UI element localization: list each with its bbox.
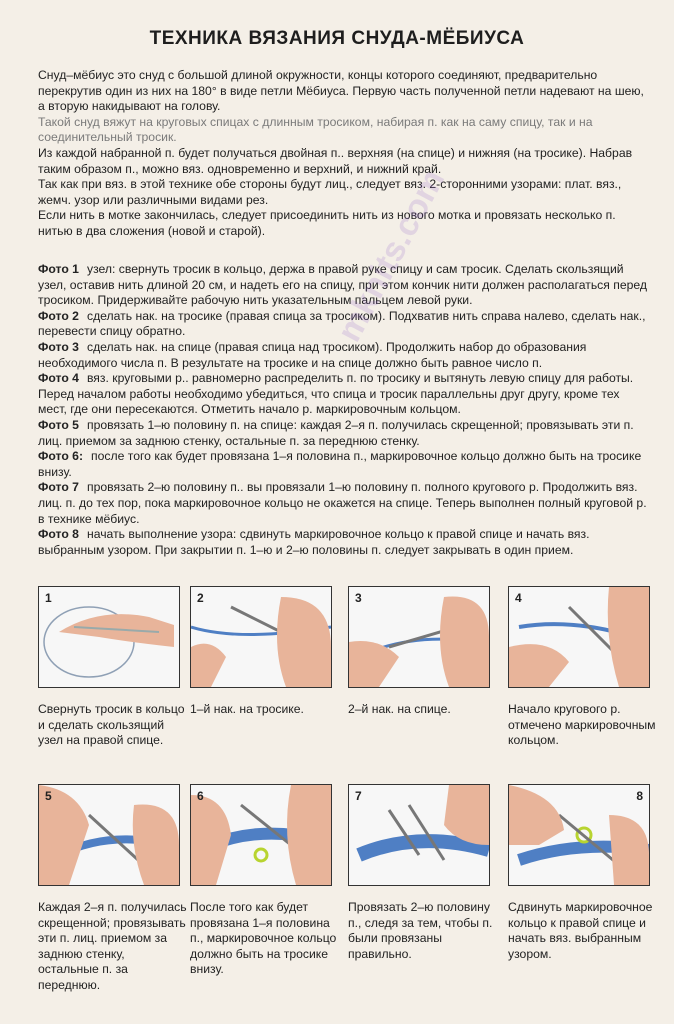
- step-item: [38, 371, 650, 418]
- intro-paragraph: Так как при вяз. в этой технике обе стороны будут лиц., следует вяз. 2-сторонними узорами: плат. вяз., жемч. узор или различными видами рез.: [38, 177, 622, 207]
- photo-number: 6: [197, 789, 204, 803]
- photo-number: 8: [636, 789, 643, 803]
- intro-paragraph: Если нить в мотке закончилась, следует присоединить нить из нового мотка и провязать несколько п. нитью в два сложения (новой и старой).: [38, 208, 616, 238]
- photo-caption: Каждая 2–я п. получилась скрещенной; провязывать эти п. лиц. приемом за заднюю стенку, остальные п. за переднюю.: [38, 900, 187, 992]
- hands-knitting-illustration: [191, 587, 331, 687]
- hands-knitting-illustration: [509, 785, 649, 885]
- step-label: Фото 2: [38, 308, 79, 323]
- photo-8: [508, 784, 650, 886]
- step-item: [38, 480, 650, 527]
- intro-paragraph: Такой снуд вяжут на круговых спицах с длинным тросиком, набирая п. как на саму спицу, так и на соединительный тросик.: [38, 114, 593, 145]
- step-label: Фото 3: [38, 339, 79, 354]
- intro-paragraph: Снуд–мёбиус это снуд с большой длиной окружности, концы которого соединяют, предварительно перекрутив один из них на 180° в виде петли Мёбиуса. Первую часть полученной петли надевают на шею, а вторую накидывают на голову.: [38, 68, 644, 114]
- hands-knitting-illustration: [39, 587, 179, 687]
- step-label: Фото 4: [38, 371, 79, 386]
- photo-caption: После того как будет провязана 1–я половина п., маркировочное кольцо должно быть на тросике внизу.: [190, 900, 337, 977]
- intro-text: [38, 68, 650, 240]
- photo-number: 2: [197, 591, 204, 605]
- photo-6: [190, 784, 332, 886]
- step-item: [38, 449, 650, 480]
- step-label: Фото 5: [38, 417, 79, 432]
- step-text: после того как будет провязана 1–я половина п., маркировочное кольцо должно быть на тросике внизу.: [38, 449, 642, 479]
- photo-3: [348, 586, 490, 688]
- photo-number: 3: [355, 591, 362, 605]
- photo-2: [190, 586, 332, 688]
- hands-knitting-illustration: [509, 587, 649, 687]
- photo-caption: 1–й нак. на тросике.: [190, 702, 304, 716]
- intro-paragraph: Из каждой набранной п. будет получаться двойная п.. верхняя (на спице) и нижняя (на тросике). Набрав таким образом п., можно вяз. одновременно и верхний, и нижний край.: [38, 145, 633, 176]
- step-label: Фото 8: [38, 527, 79, 542]
- photo-number: 7: [355, 789, 362, 803]
- photo-number: 4: [515, 591, 522, 605]
- hands-knitting-illustration: [349, 587, 489, 687]
- photo-number: 5: [45, 789, 52, 803]
- photo-1: [38, 586, 180, 688]
- step-text: сделать нак. на тросике (правая спица за тросиком). Подхватив нить справа налево, сделать нак., перевести спицу обратно.: [38, 308, 646, 339]
- watermark: mknits.com: [330, 163, 453, 348]
- step-item: [38, 527, 650, 558]
- hands-knitting-illustration: [39, 785, 179, 885]
- photo-number: 1: [45, 591, 52, 605]
- step-item: [38, 418, 650, 449]
- step-text: начать выполнение узора: сдвинуть маркировочное кольцо к правой спице и начать вяз. выбранным узором. При закрытии п. 1–ю и 2–ю половины п. следует закрывать в один прием.: [38, 527, 590, 557]
- photo-caption: Свернуть тросик в кольцо и сделать скользящий узел на правой спице.: [38, 702, 185, 748]
- step-text: вяз. круговыми р.. равномерно распределить п. по тросику и вытянуть левую спицу для работы. Перед началом работы необходимо убедиться, что спица и тросик параллельны друг другу, кроме тех мест, где они пересекаются. Отметить начало р. маркировочным кольцом.: [38, 371, 634, 417]
- step-text: провязать 2–ю половину п.. вы провязали 1–ю половину п. полного кругового р. Продолжить вяз. лиц. п. до тех пор, пока маркировочное кольцо не окажется на спице. Теперь выполнен полный круговой р. в технике мёбиус.: [38, 480, 647, 526]
- photo-5: [38, 784, 180, 886]
- step-text: узел: свернуть тросик в кольцо, держа в правой руке спицу и сам тросик. Сделать скользящий узел, оставив нить длиной 20 см, и надеть его на спицу, при этом кончик нити должен располагаться перед тросиком. Придерживайте рабочую нить указательным пальцем левой руки.: [38, 262, 648, 308]
- step-label: Фото 1: [38, 262, 79, 276]
- hands-knitting-illustration: [191, 785, 331, 885]
- hands-knitting-illustration: [349, 785, 489, 885]
- step-text: сделать нак. на спице (правая спица над тросиком). Продолжить набор до образования необходимого числа п. В результате на тросике и на спице должно быть равное число п.: [38, 339, 587, 370]
- page-title: ТЕХНИКА ВЯЗАНИЯ СНУДА-МЁБИУСА: [149, 28, 525, 49]
- step-label: Фото 7: [38, 480, 79, 495]
- photo-7: [348, 784, 490, 886]
- step-item: [38, 340, 650, 371]
- photo-caption: Начало кругового р. отмечено маркировочным кольцом.: [508, 702, 656, 748]
- step-text: провязать 1–ю половину п. на спице: каждая 2–я п. получилась скрещенной; провязывать эти п. лиц. приемом за заднюю стенку, остальные п. за переднюю стенку.: [38, 417, 634, 448]
- photo-caption: Сдвинуть маркировочное кольцо к правой спице и начать вяз. выбранным узором.: [508, 900, 653, 961]
- photo-caption: Провязать 2–ю половину п., следя за тем, чтобы п. были провязаны правильно.: [348, 900, 493, 961]
- step-label: Фото 6:: [38, 449, 84, 464]
- photo-4: [508, 586, 650, 688]
- photo-caption: 2–й нак. на спице.: [348, 702, 451, 716]
